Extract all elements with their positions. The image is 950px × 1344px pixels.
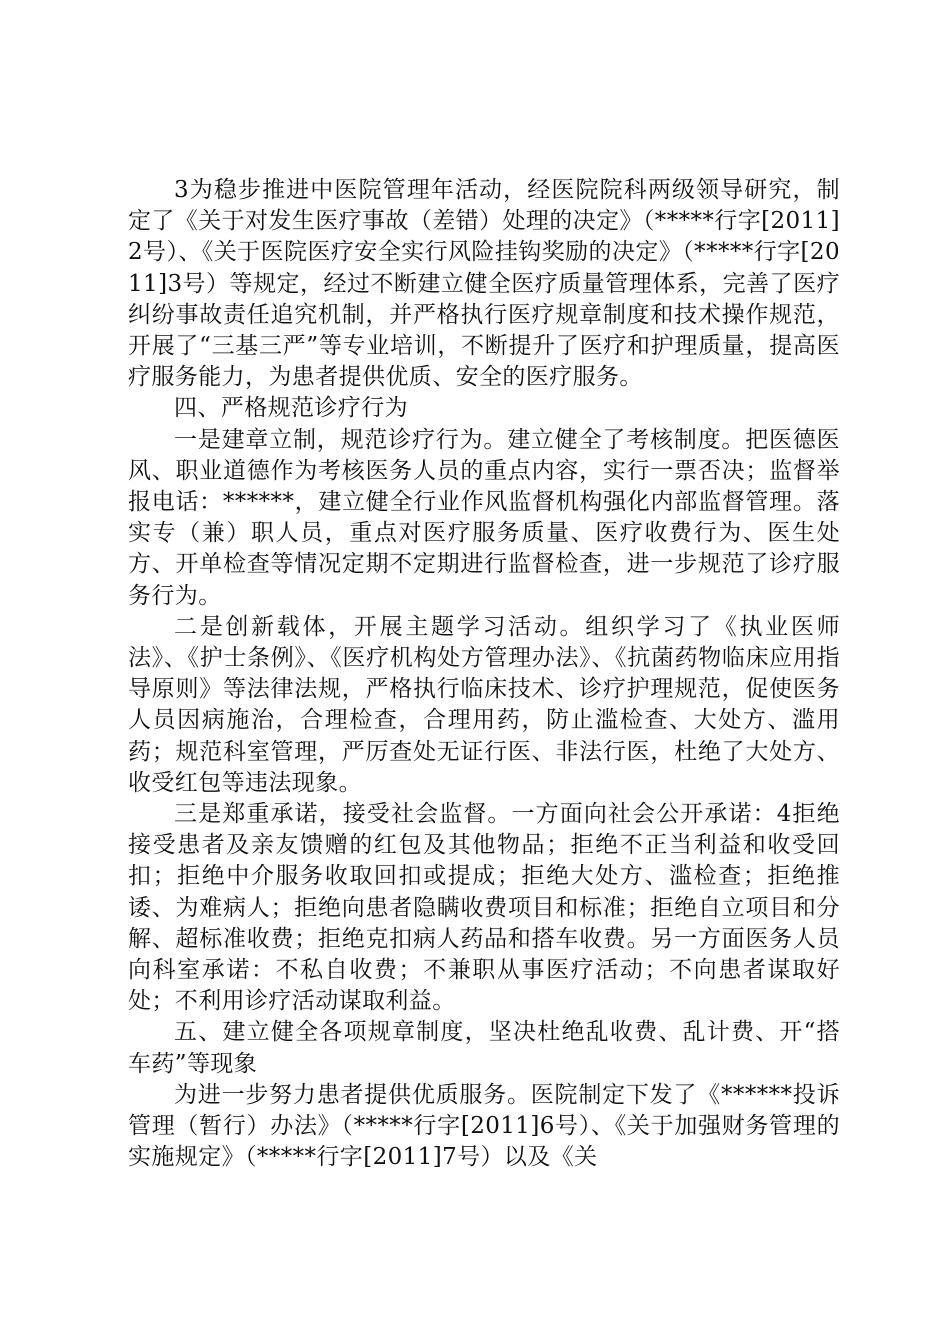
paragraph-medical-safety: 3为稳步推进中医院管理年活动，经医院院科两级领导研究，制定了《关于对发生医疗事故（差错）处理的决定》（*****行字[2011]2号）、《关于医院医疗安全实行风险挂钩奖励的决定》（*****行字[2011]3号）等规定，经过不断建立健全医疗质量管理体系，完善了医疗纠纷事故责任追究机制，并严格执行医疗规章制度和技术操作规范，开展了“三基三严”等专业培训，不断提升了医疗和护理质量，提高医疗服务能力，为患者提供优质、安全的医疗服务。 [128, 177, 840, 391]
paragraph-rules-system: 一是建章立制，规范诊疗行为。建立健全了考核制度。把医德医风、职业道德作为考核医务人员的重点内容，实行一票否决；监督举报电话：******，建立健全行业作风监督机构强化内部监督管理。落实专（兼）职人员，重点对医疗服务质量、医疗收费行为、医生处方、开单检查等情况定期不定期进行监督检查，进一步规范了诊疗服务行为。 [128, 426, 840, 609]
document-body [128, 175, 840, 1174]
paragraph-study-activities: 二是创新载体，开展主题学习活动。组织学习了《执业医师法》、《护士条例》、《医疗机构处方管理办法》、《抗菌药物临床应用指导原则》等法律法规，严格执行临床技术、诊疗护理规范，促使医务人员因病施治，合理检查，合理用药，防止滥检查、大处方、滥用药；规范科室管理，严厉查处无证行医、非法行医，杜绝了大处方、收受红包等违法现象。 [128, 613, 840, 796]
paragraph-public-commitment: 三是郑重承诺，接受社会监督。一方面向社会公开承诺：4拒绝接受患者及亲友馈赠的红包及其他物品；拒绝不正当利益和收受回扣；拒绝中介服务收取回扣或提成；拒绝大处方、滥检查；拒绝推诿、为难病人；拒绝向患者隐瞒收费项目和标准；拒绝自立项目和分解、超标准收费；拒绝克扣病人药品和搭车收费。另一方面医务人员向科室承诺：不私自收费；不兼职从事医疗活动；不向患者谋取好处；不利用诊疗活动谋取利益。 [128, 801, 840, 1015]
section-heading-4: 四、严格规范诊疗行为 [174, 395, 408, 422]
paragraph-quality-service: 为进一步努力患者提供优质服务。医院制定下发了《******投诉管理（暂行）办法》（*****行字[2011]6号）、《关于加强财务管理的实施规定》（*****行字[2011]7号）以及《关 [128, 1081, 840, 1171]
section-heading-5: 五、建立健全各项规章制度，坚决杜绝乱收费、乱计费、开“搭车药”等现象 [128, 1019, 840, 1077]
